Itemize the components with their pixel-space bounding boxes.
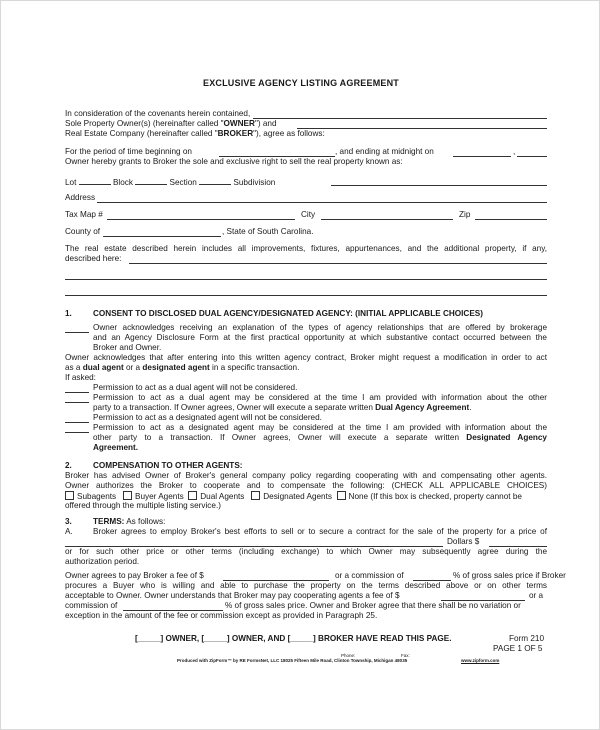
- initials-acknowledgement: [_____] OWNER, [_____] OWNER, AND [_____] BROKER HAVE READ THIS PAGE.: [135, 634, 452, 643]
- dollars-label: Dollars $: [447, 537, 480, 546]
- s1-p1-line3: Broker and Owner.: [93, 343, 162, 352]
- block-field[interactable]: [135, 176, 167, 185]
- term-a-line3: authorization period.: [65, 557, 140, 566]
- fee-line-4a: commission of: [65, 601, 118, 610]
- phone-label: Phone:: [341, 653, 356, 658]
- fee-line-4b: % of gross sales price. Owner and Broker agree that there shall be no variation or: [225, 601, 521, 610]
- additional-property-field-3[interactable]: [65, 295, 547, 296]
- additional-property-field-2[interactable]: [65, 279, 547, 280]
- initial-blank-c3[interactable]: [65, 422, 89, 423]
- s1-p2-line1: Owner acknowledges that after entering into this written agency contract, Broker might request a modification in order to act: [65, 353, 547, 362]
- document-title: EXCLUSIVE AGENCY LISTING AGREEMENT: [203, 78, 399, 88]
- designated-agents-checkbox[interactable]: [251, 491, 260, 500]
- choice-2-line2: party to a transaction. If Owner agrees, Owner will execute a separate written Dual Agency Agreement.: [93, 403, 472, 412]
- term-a-line1: Broker agrees to employ Broker's best efforts to sell or to secure a contract for the sale of the property for a price of: [93, 527, 547, 536]
- period-line-2: Owner hereby grants to Broker the sole and exclusive right to sell the real property known as:: [65, 157, 403, 166]
- lot-field[interactable]: [79, 176, 111, 185]
- period-line: For the period of time beginning on: [65, 147, 192, 156]
- initial-blank-c4[interactable]: [65, 432, 89, 433]
- page-number: PAGE 1 OF 5: [493, 644, 543, 653]
- s2-p1: Broker has advised Owner of Broker's general company policy regarding cooperating with and compensating other agents.: [65, 471, 547, 480]
- choice-2-line1: Permission to act as a dual agent may be considered at the time I am provided with information about the other: [93, 393, 547, 402]
- address-label: Address: [65, 193, 96, 202]
- taxmap-field[interactable]: [107, 219, 295, 220]
- subdivision-field[interactable]: [331, 185, 547, 186]
- section-1-heading: CONSENT TO DISCLOSED DUAL AGENCY/DESIGNATED AGENCY: (INITIAL APPLICABLE CHOICES): [93, 309, 483, 318]
- s2-p2: Owner authorizes the Broker to cooperate and to compensate the following: (CHECK ALL APPLICABLE CHOICES): [65, 481, 547, 490]
- zip-field[interactable]: [475, 219, 547, 220]
- lot-block-line: Lot Block Section Subdivision: [65, 178, 276, 187]
- includes-line-1: The real estate described herein includes all improvements, fixtures, appurtenances, and the additional property, if any,: [65, 244, 547, 253]
- none-checkbox[interactable]: [337, 491, 346, 500]
- city-field[interactable]: [321, 219, 453, 220]
- includes-line-2: described here:: [65, 254, 122, 263]
- dual-agents-checkbox[interactable]: [188, 491, 197, 500]
- state-text: , State of South Carolina.: [222, 227, 314, 236]
- zipform-link[interactable]: www.zipform.com: [461, 658, 500, 663]
- intro-line-1: In consideration of the covenants herein contained,: [65, 109, 251, 118]
- s2-options-row: Subagents Buyer Agents Dual Agents Designated Agents None (If this box is checked, property cannot be: [65, 491, 522, 502]
- producer-line: Produced with ZipForm™ by RE FormsNet, LLC 18025 Fifteen Mile Road, Clinton Township, Michigan 48035: [177, 658, 408, 663]
- owner-names-line-2[interactable]: [297, 128, 547, 129]
- period-ending-label: , and ending at midnight on: [335, 147, 434, 156]
- choice-1-text: Permission to act as a dual agent will not be considered.: [93, 383, 298, 392]
- fee-line-2: procures a Buyer who is willing and able to purchase the property on the terms described above or on other terms: [65, 581, 547, 590]
- initial-blank-c1[interactable]: [65, 392, 89, 393]
- fee-line-1a: Owner agrees to pay Broker a fee of $: [65, 571, 204, 580]
- intro-line-2: Sole Property Owner(s) (hereinafter called "OWNER") and: [65, 119, 277, 128]
- section-field[interactable]: [199, 176, 231, 185]
- intro-line-3: Real Estate Company (hereinafter called "BROKER"), agree as follows:: [65, 129, 325, 138]
- taxmap-label: Tax Map #: [65, 210, 103, 219]
- county-field[interactable]: [103, 236, 221, 237]
- fee-line-1b: or a commission of: [335, 571, 404, 580]
- section-3-heading: TERMS: As follows:: [93, 517, 166, 526]
- s1-p1-line2: and an Agency Disclosure Form at the first practical opportunity at which substantive contact occurred between the: [93, 333, 547, 342]
- comma: ,: [513, 147, 516, 156]
- term-a-label: A.: [65, 527, 73, 536]
- zip-label: Zip: [459, 210, 471, 219]
- initial-blank-c2[interactable]: [65, 402, 89, 403]
- term-a-line2: or for such other price or other terms (including exchange) to which Owner may subsequently agree during the: [65, 547, 547, 556]
- end-year-field[interactable]: [517, 156, 547, 157]
- initial-blank-ack[interactable]: [65, 332, 89, 333]
- section-2-number: 2.: [65, 461, 72, 470]
- fee-line-5: exception in the amount of the fee or commission except as provided in Paragraph 25.: [65, 611, 378, 620]
- city-label: City: [301, 210, 316, 219]
- choice-3-text: Permission to act as a designated agent will not be considered.: [93, 413, 322, 422]
- s1-p2-line2: as a dual agent or a designated agent in a specific transaction.: [65, 363, 300, 372]
- fee-line-3b: or a: [529, 591, 544, 600]
- fax-label: Fax:: [401, 653, 410, 658]
- county-label: County of: [65, 227, 101, 236]
- additional-property-field-1[interactable]: [129, 263, 547, 264]
- choice-4-line3: Agreement.: [93, 443, 139, 452]
- choice-4-line2: other party to a transaction. If Owner agrees, Owner will execute a separate written Designated Agency: [93, 433, 547, 442]
- section-1-number: 1.: [65, 309, 72, 318]
- owner-names-line[interactable]: [253, 118, 547, 119]
- address-field[interactable]: [97, 202, 547, 203]
- s1-p1-line1: Owner acknowledges receiving an explanation of the types of agency relationships that are offered by brokerage: [93, 323, 547, 332]
- end-date-field[interactable]: [453, 156, 511, 157]
- section-2-heading: COMPENSATION TO OTHER AGENTS:: [93, 461, 243, 470]
- fee-line-3a: acceptable to Owner. Owner understands that Broker may pay cooperating agents a fee of $: [65, 591, 400, 600]
- form-number: Form 210: [509, 634, 545, 643]
- section-3-number: 3.: [65, 517, 72, 526]
- if-asked-label: If asked:: [65, 373, 96, 382]
- buyer-agents-checkbox[interactable]: [123, 491, 132, 500]
- fee-line-1c: % of gross sales price if Broker: [453, 571, 566, 580]
- subagents-checkbox[interactable]: [65, 491, 74, 500]
- choice-4-line1: Permission to act as a designated agent may be considered at the time I am provided with information about the: [93, 423, 547, 432]
- s2-options-row-2: offered through the multiple listing service.): [65, 501, 221, 510]
